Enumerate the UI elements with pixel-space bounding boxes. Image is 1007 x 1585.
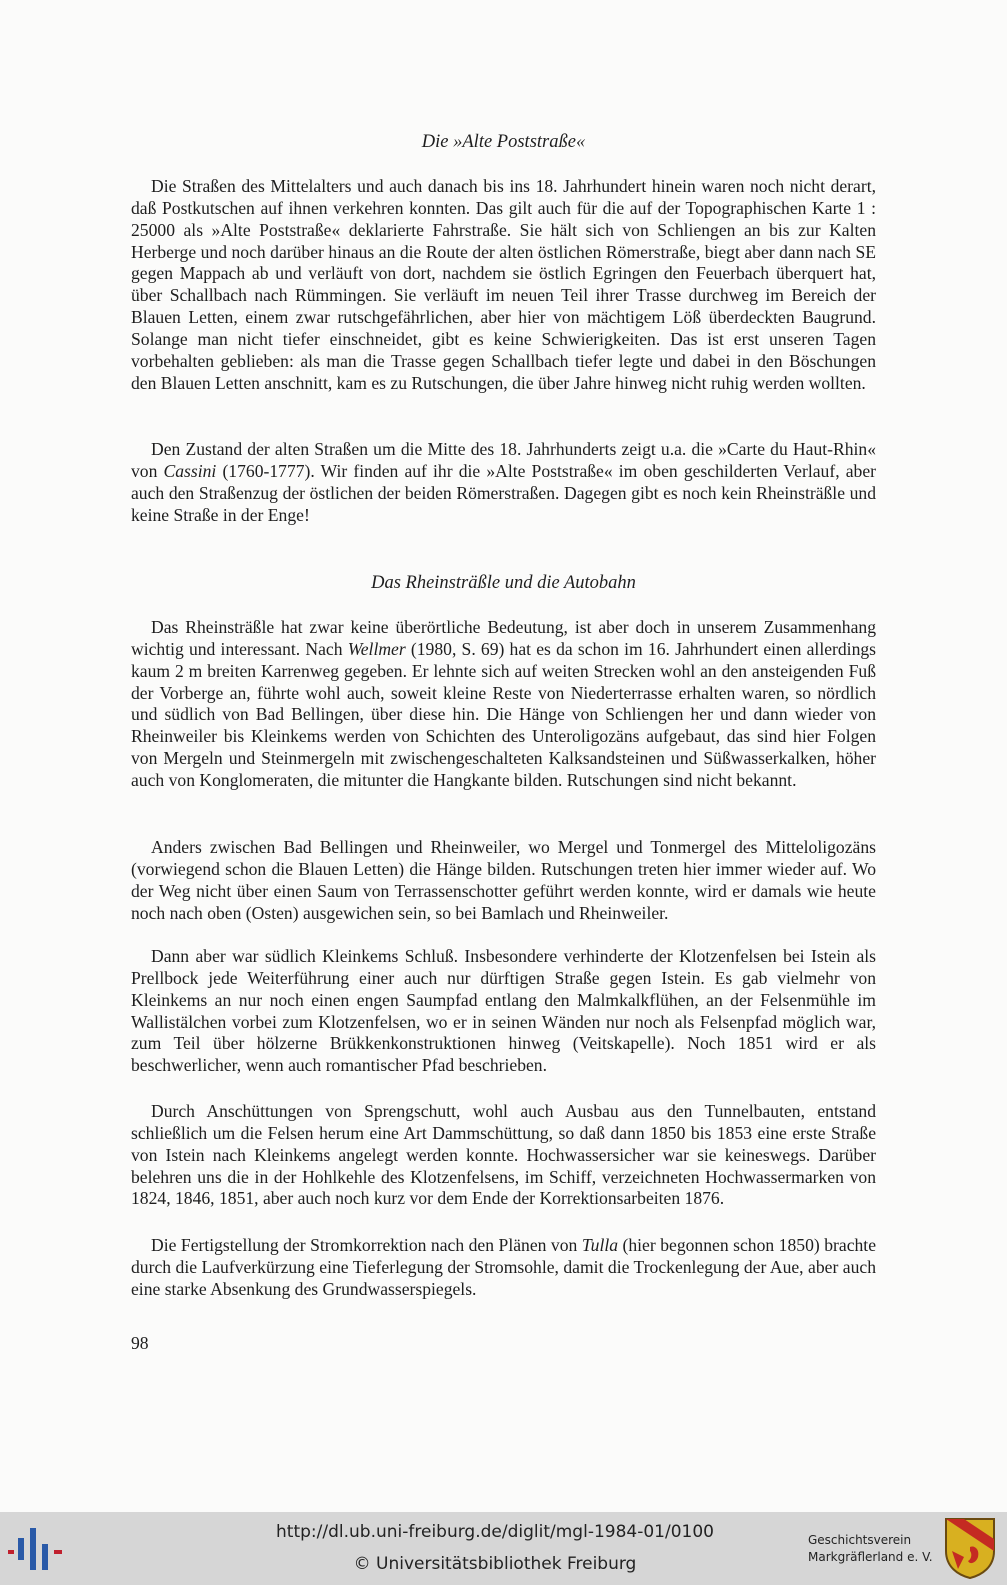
page-number: 98 — [131, 1333, 149, 1353]
paragraph: Das Rheinsträßle hat zwar keine überörtliche Bedeutung, ist aber doch in unserem Zusammenhang wichtig und interessant. Nach Wellmer (1980, S. 69) hat es da schon im 16. Jahrhundert einen allerdings kaum 2 m breiten Karrenweg gegeben. Er lehnte sich auf weiten Strecken wohl an den ansteigenden Fuß der Vorberge an, führte wohl auch, soweit kleine Reste von Niederterrasse erhalten waren, so nördlich und südlich von Bad Bellingen, über diese hin. Die Hänge von Schliengen her und dann wieder von Rheinweiler bis Kleinkems werden von Schichten des Unteroligozäns aufgebaut, das sind hier Folgen von Mergeln und Steinmergeln mit zwischengeschalteten Kalksandsteinen und Süßwasserkalken, höher auch von Konglomeraten, die mitunter die Hangkante bilden. Rutschungen sind nicht bekannt. — [131, 617, 877, 790]
paragraph: Durch Anschüttungen von Sprengschutt, wohl auch Ausbau aus den Tunnelbauten, entstand schließlich um die Felsen herum eine Art Dammschüttung, so daß dann 1850 bis 1853 eine erste Straße von Istein nach Kleinkems angelegt werden konnte. Hochwassersicher war sie keineswegs. Darüber belehren uns die in der Hohlkehle des Klotzenfelsens, im Schiff, verzeichneten Hochwassermarken von 1824, 1846, 1851, aber auch noch kurz vor dem Ende der Korrektionsarbeiten 1876. — [131, 1101, 876, 1209]
copyright-text: © Universitätsbibliothek Freiburg — [353, 1554, 637, 1574]
section-heading-rheinstraessle: Das Rheinsträßle und die Autobahn — [371, 573, 636, 593]
ub-freiburg-logo-icon — [6, 1520, 66, 1578]
section-heading-alte-poststrasse: Die »Alte Poststraße« — [421, 132, 586, 152]
paragraph: Anders zwischen Bad Bellingen und Rheinweiler, wo Mergel und Tonmergel des Mitteloligozäns (vorwiegend schon die Blauen Letten) die Hänge bilden. Rutschungen treten hier immer wieder auf. Wo der Weg nicht über einen Saum von Terrassenschotter geführt werden konnte, wird er damals wie heute noch nach oben (Osten) ausgewichen sein, so bei Bamlach und Rheinweiler. — [131, 837, 876, 923]
source-url-link[interactable]: http://dl.ub.uni-freiburg.de/diglit/mgl-1984-01/0100 — [276, 1522, 714, 1542]
verein-name — [808, 1532, 933, 1566]
paragraph: Die Fertigstellung der Stromkorrektion nach den Plänen von Tulla (hier begonnen schon 1850) brachte durch die Laufverkürzung eine Tieferlegung der Stromsohle, damit die Trockenlegung der Aue, aber auch eine starke Absenkung des Grundwasserspiegels. — [131, 1235, 877, 1299]
paragraph: Die Straßen des Mittelalters und auch danach bis ins 18. Jahrhundert hinein waren noch nicht derart, daß Postkutschen auf ihnen verkehren konnten. Das gilt auch für die auf der Topographischen Karte 1 : 25000 als »Alte Poststraße« deklarierte Fahrstraße. Sie hält sich von Schliengen an bis zur Kalten Herberge und noch darüber hinaus an die Route der alten östlichen Römerstraße, biegt aber dann nach SE gegen Mappach ab und verläuft von dort, nachdem sie östlich Egringen den Feuerbach überquert hat, über Schallbach nach Rümmingen. Sie verläuft im neuen Teil ihrer Trasse durchweg im Bereich der Blauen Letten, einem zwar rutschgefährlichen, aber hier von mächtigem Löß überdeckten Baugrund. Solange man nicht tiefer einschneidet, gibt es keine Schwierigkeiten. Das ist erst unseren Tagen vorbehalten geblieben: als man die Trasse gegen Schallbach tiefer legte und dabei in den Böschungen den Blauen Letten anschnitt, kam es zu Rutschungen, die über Jahre hinweg nicht ruhig werden wollten. — [131, 176, 876, 393]
coat-of-arms-icon — [944, 1517, 996, 1579]
verein-line-1: Geschichtsverein — [808, 1533, 912, 1547]
library-footer — [0, 1512, 1007, 1585]
paragraph: Den Zustand der alten Straßen um die Mitte des 18. Jahrhunderts zeigt u.a. die »Carte du Haut-Rhin« von Cassini (1760-1777). Wir finden auf ihr die »Alte Poststraße« im oben geschilderten Verlauf, aber auch den Straßenzug der östlichen der beiden Römerstraßen. Dagegen gibt es noch kein Rheinsträßle und keine Straße in der Enge! — [131, 439, 876, 525]
verein-line-2: Markgräflerland e. V. — [808, 1550, 933, 1564]
paragraph: Dann aber war südlich Kleinkems Schluß. Insbesondere verhinderte der Klotzenfelsen bei Istein als Prellbock jede Weiterführung einer auch nur dürftigen Straße gegen Istein. Es gab vielmehr von Kleinkems an nur noch einen engen Saumpfad entlang den Malmkalkflühen, an der Felsenmühle im Wallistälchen vorbei zum Klotzenfelsen, wo er in seinen Wänden nur noch als Felsenpfad möglich war, zum Teil über hölzerne Brükkenkonstruktionen hinweg (Veitskapelle). Noch 1851 wird er als beschwerlicher, wenn auch romantischer Pfad beschrieben. — [131, 946, 876, 1076]
